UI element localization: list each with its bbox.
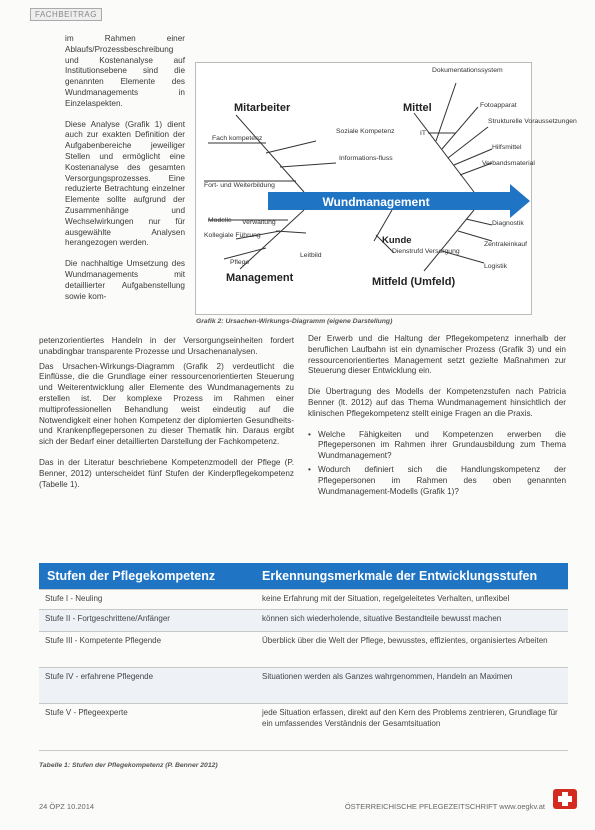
table-header [39,563,568,589]
table-cell: Überblick über die Welt der Pflege, bewusstes, effizientes, organisiertes Arbeiten [262,636,548,645]
cause-label: Strukturelle Voraussetzungen [488,118,577,125]
fishbone-figure [195,62,577,315]
cause-label: Hilfsmittel [492,144,522,151]
section-label: FACHBEITRAG [30,8,102,21]
cause-label: Fort- und Weiterbildung [204,182,275,189]
table-row [39,609,568,631]
cause-label: IT [420,130,427,137]
paragraph: petenzorientiertes Handeln in der Versorgungseinheiten fordert unabdingbar transparente Prozesse und Ursachenanalysen. [39,336,294,356]
cause-label: Kollegiale Führung [204,232,261,239]
table-cell: Situationen werden als Ganzes wahrgenommen, Handeln an Maximen [262,672,513,681]
table-cell: können sich wiederholende, situative Bestandteile bewusst machen [262,614,502,623]
cause-label: Fotoapparat [480,102,517,109]
cause-label: Zentraleinkauf [484,241,528,248]
competence-table [39,563,568,751]
footer-page-info: 24 ÖPZ 10.2014 [39,802,95,811]
table-cell: keine Erfahrung mit der Situation, regelgeleitetes Verhalten, unflexibel [262,594,510,603]
cause-label: Pflege [230,259,250,266]
table-caption: Tabelle 1: Stufen der Pflegekompetenz (P. Benner 2012) [39,762,218,769]
logo-icon [553,789,577,809]
cause-label: Verwaltung [242,219,276,226]
table-row [39,589,568,609]
column-header: Erkennungsmerkmale der Entwicklungsstufen [262,569,538,583]
table-row [39,667,568,703]
table-row [39,631,568,667]
figure-caption: Grafik 2: Ursachen-Wirkungs-Diagramm (eigene Darstellung) [196,318,393,325]
left-column-lower [39,336,294,500]
table-cell: Stufe II - Fortgeschrittene/Anfänger [45,614,170,623]
cause-label: Logistik [484,263,508,270]
paragraph: Diese Analyse (Grafik 1) dient auch zur exakten Definition der Aufgabenbereiche jeweiliger Stellen und ermöglicht eine Kostenanalyse des gesamten Versorgungsprozesses. Eine reduzierte Betrachtung einzelner Elemente sollte aufgrund der Zusammenhänge und Wechselwirkungen nur für ausgewählte Analysen herangezogen werden. [65,119,185,248]
table-cell: Stufe V - Pflegeexperte [45,708,128,717]
spine-label: Wundmanagement [322,195,430,209]
cause-label: Informations-fluss [339,155,393,162]
category-umfeld: Mitfeld (Umfeld) [372,276,456,288]
list-item: • Wodurch definiert sich die Handlungskompetenz der Pflegepersonen im Rahmen des oben genannten Wundmanagement-Modells (Grafik 1)? [308,465,566,497]
category-mittel: Mittel [403,102,432,114]
cause-label: Diagnostik [492,220,524,227]
list-item: • Welche Fähigkeiten und Kompetenzen erwerben die Pflegepersonen im Rahmen ihrer Grundausbildung zum Thema Wundmanagement? [308,430,566,462]
paragraph: Das Ursachen-Wirkungs-Diagramm (Grafik 2) verdeutlicht die Einflüsse, die die Grundlage einer ressourcenorientierten Steuerung und Weiterentwicklung aller Elemente des Wundmanagements zu erstellen ist. Der komplexe Prozess im Rahmen einer multiprofessionellen Behandlung weist eindeutig auf die Notwendigkeit einer hohen Kompetenz der diplomierten Gesundheits- und Krankenpflegepersonen zu dieser Thematik hin. Daraus ergibt sich der Bedarf einer detaillierten Darstellung der Fachkompetenz. [39,361,294,447]
table-body [39,589,568,751]
cause-label: Fach kompetenz [212,135,263,142]
column-header: Stufen der Pflegekompetenz [47,569,216,583]
category-mitarbeiter: Mitarbeiter [234,102,291,114]
right-column-lower [308,334,566,500]
question-list [308,430,566,498]
footer-publication: ÖSTERREICHISCHE PFLEGEZEITSCHRIFT www.oegkv.at [344,802,545,811]
cause-label: Dienstrufd Versorgung [392,248,460,255]
category-management: Management [226,272,294,284]
paragraph: Die nachhaltige Umsetzung des Wundmanagements mit detaillierter Aufgabenstellung sowie kom- [65,259,185,301]
cause-label: Dokumentationssystem [432,67,503,74]
category-kunde: Kunde [382,235,412,246]
paragraph: Die Übertragung des Modells der Kompetenzstufen nach Patricia Benner (lt. 2012) auf das Thema Wundmanagement hinsichtlich der klinischen Pflegekompetenz stellt einige Fragen an die Praxis. [308,387,566,418]
table-cell: Stufe IV - erfahrene Pflegende [45,672,154,681]
table-cell: Stufe III - Kompetente Pflegende [45,636,162,645]
table-row [39,703,568,751]
paragraph: im Rahmen einer Ablaufs/Prozessbeschreibung und Kostenanalyse auf Institutionsebene sind die genannten Elemente des Wundmanagements in Einzelaspekten. [65,34,185,108]
left-column-upper [65,34,185,302]
cause-label: Leitbild [300,252,322,259]
table-cell: jede Situation erfassen, direkt auf den Kern des Problems zentrieren, Grundlage für ein umfassendes Verständnis der Gesamtsituation [262,708,558,728]
cause-label: Soziale Kompetenz [336,128,395,135]
cause-label: Modelle [208,217,232,224]
paragraph: Der Erwerb und die Haltung der Pflegekompetenz innerhalb der beruflichen Laufbahn ist ein dynamischer Prozess (Grafik 3) und ein ressourcenorientiertes Management setzt gezielte Maßnahmen zur Steuerung dieser Entwicklung ein. [308,334,566,376]
logo-mark [553,789,577,809]
fishbone-diagram [196,63,577,316]
cause-label: Verbandsmaterial [482,160,535,167]
paragraph: Das in der Literatur beschriebene Kompetenzmodell der Pflege (P. Benner, 2012) unterscheidet fünf Stufen der Kinderpflegekompetenz (Tabelle 1). [39,457,294,489]
table-cell: Stufe I - Neuling [45,594,103,603]
